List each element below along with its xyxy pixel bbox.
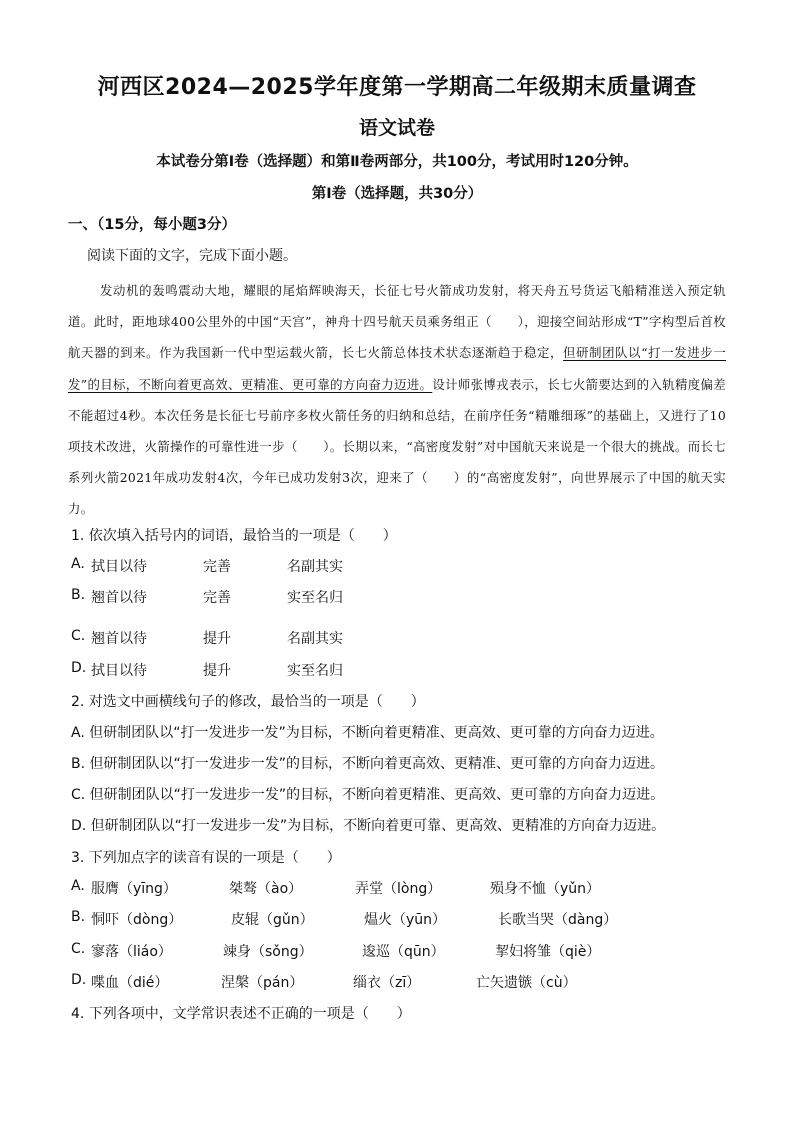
q2-option-d[interactable]: D. 但研制团队以“打一发进步一发”为目标，不断向着更可靠、更高效、更精准的方向奋力迈进。	[71, 818, 666, 834]
exam-info: 本试卷分第Ⅰ卷（选择题）和第Ⅱ卷两部分，共100分，考试用时120分钟。	[156, 154, 638, 170]
pinyin-item: 弄堂（lòng）	[355, 881, 442, 897]
reading-passage	[68, 275, 726, 525]
option-label: C.	[71, 941, 86, 957]
option-word-2: 完善	[203, 590, 231, 606]
passage-part-1: 发动机的轰鸣震动大地，耀眼的尾焰辉映海天，长征七号火箭成功发射，将天舟五号货运飞船精准送入预定轨道。此时，距地球400公里外的中国“天宫”，神舟十四号航天员乘务组正（ ），迎接空间站形成“T”字构型后首枚航天器的到来。作为我国新一代中型运载火箭，长七火箭总体技术状态逐渐趋于稳定，	[68, 283, 726, 361]
underlined-sentence: 但研制团队以“打一发进步一发”的目标，不断向着更高效、更精准、更可靠的方向奋力迈进。	[68, 345, 727, 392]
option-word-1: 翘首以待	[91, 590, 147, 606]
option-label: D.	[71, 972, 87, 988]
option-word-2: 提升	[203, 663, 231, 679]
option-word-3: 实至名归	[287, 663, 343, 679]
option-word-1: 拭目以待	[91, 663, 147, 679]
option-word-3: 名副其实	[287, 559, 343, 575]
pinyin-item: 殒身不恤（yǔn）	[490, 881, 601, 897]
option-label: B.	[71, 587, 86, 603]
pinyin-item: 桀骜（ào）	[229, 881, 303, 897]
option-word-2: 完善	[203, 559, 231, 575]
pinyin-item: 服膺（yīng）	[91, 881, 177, 897]
question-4-stem: 4. 下列各项中，文学常识表述不正确的一项是（ ）	[71, 1006, 411, 1022]
option-word-1: 翘首以待	[91, 631, 147, 647]
option-label: A.	[71, 556, 85, 572]
option-label: C.	[71, 628, 86, 644]
question-2-stem: 2. 对选文中画横线句子的修改，最恰当的一项是（ ）	[71, 694, 425, 710]
section-heading: 一、（15分，每小题3分）	[68, 217, 237, 233]
pinyin-item: 寥落（liáo）	[91, 944, 172, 960]
pinyin-item: 亡矢遗镞（cù）	[476, 975, 577, 991]
question-3-stem: 3. 下列加点字的读音有误的一项是（ ）	[71, 850, 341, 866]
option-word-3: 实至名归	[287, 590, 343, 606]
part-heading: 第Ⅰ卷（选择题，共30分）	[311, 186, 483, 202]
option-label: D.	[71, 660, 87, 676]
q2-option-b[interactable]: B. 但研制团队以“打一发进步一发”的目标，不断向着更高效、更精准、更可靠的方向奋力迈进。	[71, 756, 665, 772]
pinyin-item: 竦身（sǒng）	[223, 944, 313, 960]
exam-subtitle: 语文试卷	[358, 117, 435, 139]
section-instruction: 阅读下面的文字，完成下面小题。	[87, 248, 297, 264]
q2-option-a[interactable]: A. 但研制团队以“打一发进步一发”为目标，不断向着更精准、更高效、更可靠的方向奋力迈进。	[71, 725, 664, 741]
pinyin-item: 挈妇将雏（qiè）	[495, 944, 601, 960]
passage-part-2: 设计师张博戎表示，长七火箭要达到的入轨精度偏差不能超过4秒。本次任务是长征七号前序多枚火箭任务的归纳和总结，在前序任务“精雕细琢”的基础上，又进行了10项技术改进，火箭操作的可靠性进一步（ ）。长期以来，“高密度发射”对中国航天来说是一个很大的挑战。而长七系列火箭2021年成功发射4次，今年已成功发射3次，迎来了（ ）的“高密度发射”，向世界展示了中国的航天实力。	[68, 376, 726, 517]
option-label: B.	[71, 909, 86, 925]
pinyin-item: 皮辊（gǔn）	[231, 912, 314, 928]
option-word-1: 拭目以待	[91, 559, 147, 575]
q2-option-c[interactable]: C. 但研制团队以“打一发进步一发”的目标，不断向着更精准、更高效、更可靠的方向奋力迈进。	[71, 787, 665, 803]
pinyin-item: 恫吓（dòng）	[91, 912, 183, 928]
exam-title: 河西区2024—2025学年度第一学期高二年级期末质量调查	[97, 75, 697, 100]
option-label: A.	[71, 878, 85, 894]
pinyin-item: 涅槃（pán）	[221, 975, 304, 991]
question-1-stem: 1. 依次填入括号内的词语，最恰当的一项是（ ）	[71, 528, 397, 544]
pinyin-item: 缁衣（zī）	[353, 975, 421, 991]
option-word-3: 名副其实	[287, 631, 343, 647]
pinyin-item: 煴火（yūn）	[364, 912, 447, 928]
option-word-2: 提升	[203, 631, 231, 647]
pinyin-item: 喋血（dié）	[91, 975, 169, 991]
pinyin-item: 长歌当哭（dàng）	[498, 912, 618, 928]
pinyin-item: 逡巡（qūn）	[362, 944, 445, 960]
